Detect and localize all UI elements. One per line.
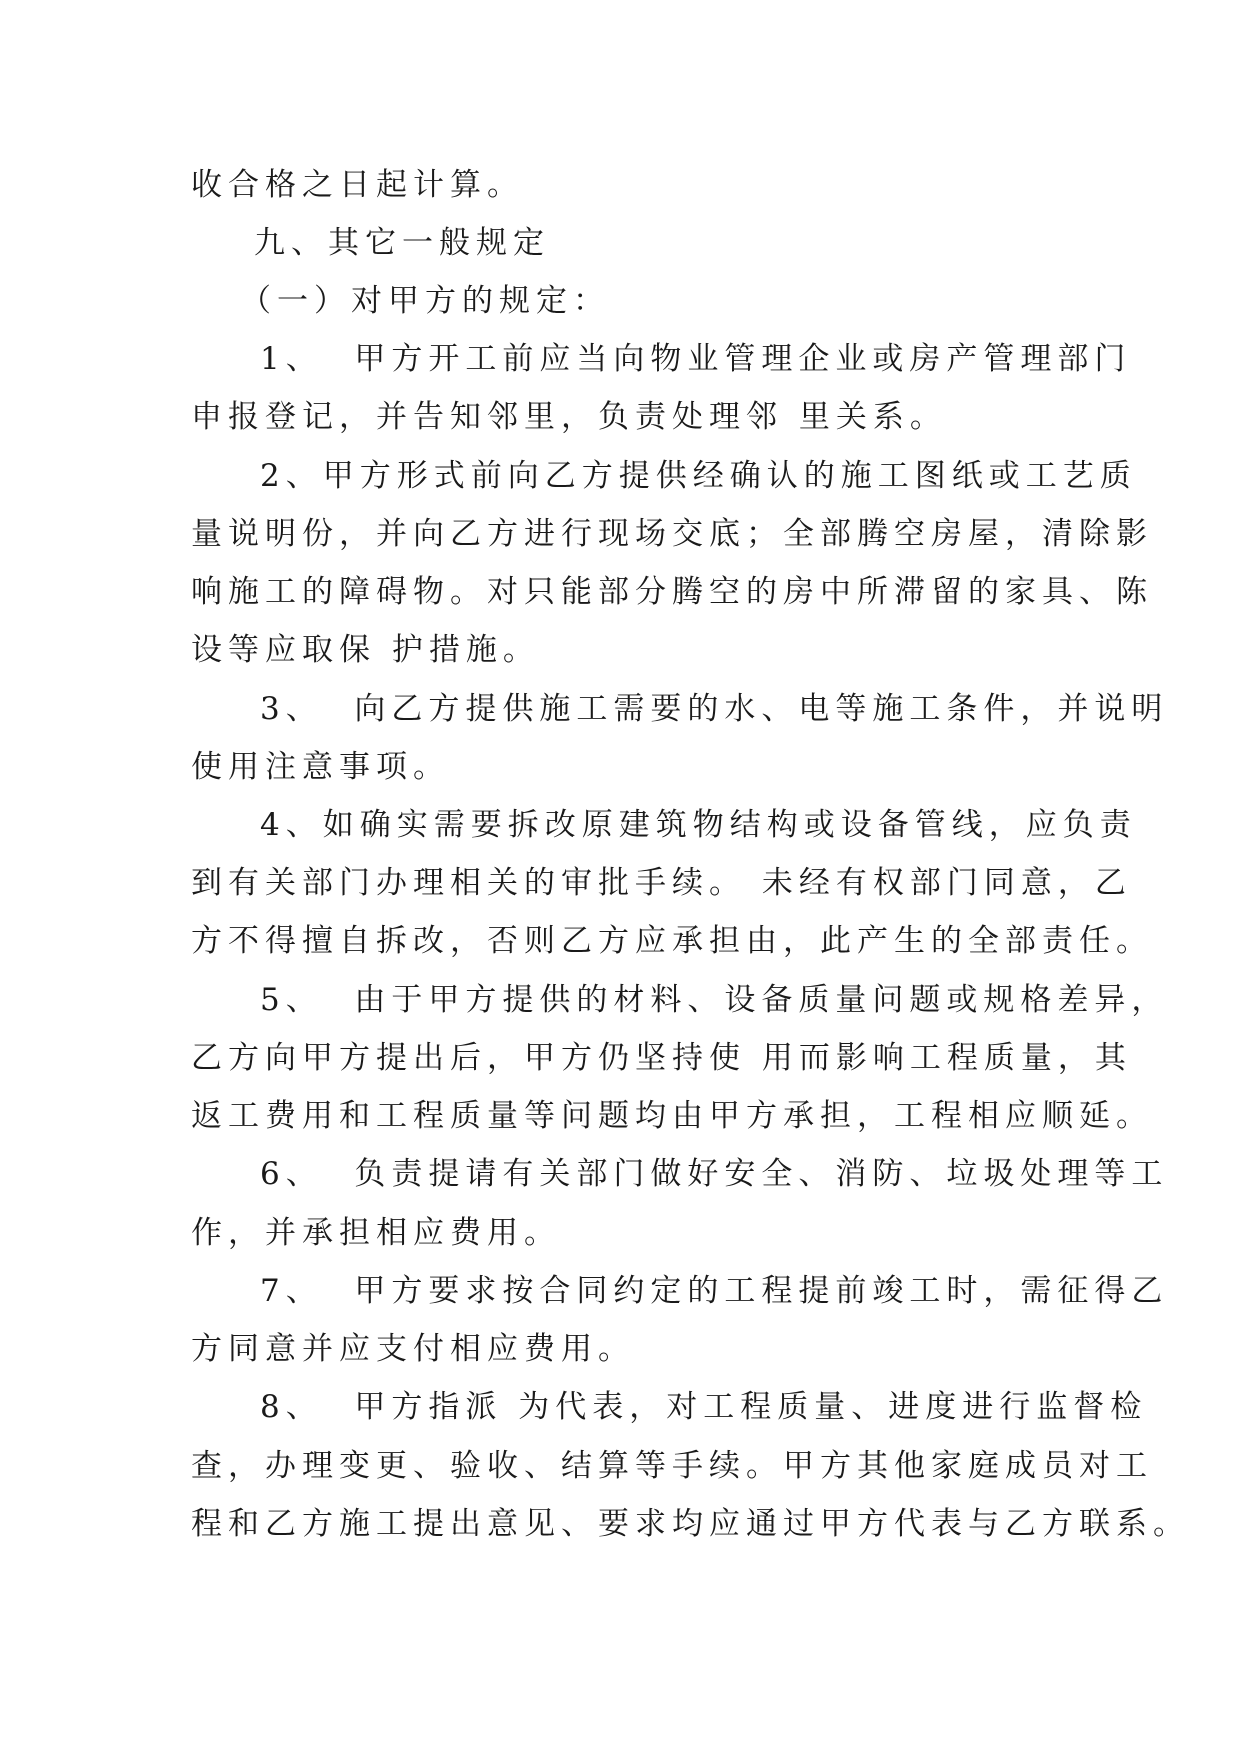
text-line: 7、 甲方要求按合同约定的工程提前竣工时，需征得乙: [260, 1273, 1169, 1309]
text-line: 乙方向甲方提出后，甲方仍坚持使 用而影响工程质量，其: [191, 1040, 1132, 1076]
text-line: 申报登记，并告知邻里，负责处理邻 里关系。: [191, 399, 947, 435]
section-heading: 九、其它一般规定: [254, 225, 550, 261]
text-line: 查，办理变更、验收、结算等手续。甲方其他家庭成员对工: [191, 1448, 1153, 1484]
text-line: 响施工的障碍物。对只能部分腾空的房中所滞留的家具、陈: [191, 574, 1153, 610]
text-line: 设等应取保 护措施。: [191, 632, 540, 668]
text-line: 方同意并应支付相应费用。: [191, 1331, 635, 1367]
text-line: 到有关部门办理相关的审批手续。 未经有权部门同意，乙: [191, 865, 1132, 901]
text-line: 作，并承担相应费用。: [191, 1215, 561, 1251]
text-line: 方不得擅自拆改，否则乙方应承担由，此产生的全部责任。: [191, 923, 1153, 959]
text-line: 收合格之日起计算。: [191, 167, 524, 203]
text-line: 2、甲方形式前向乙方提供经确认的施工图纸或工艺质: [260, 458, 1137, 494]
text-line: 1、 甲方开工前应当向物业管理企业或房产管理部门: [260, 341, 1132, 377]
text-line: 程和乙方施工提出意见、要求均应通过甲方代表与乙方联系。: [191, 1506, 1190, 1542]
text-line: 返工费用和工程质量等问题均由甲方承担，工程相应顺延。: [191, 1098, 1153, 1134]
subsection-heading: （一）对甲方的规定：: [240, 283, 610, 319]
text-line: 3、 向乙方提供施工需要的水、电等施工条件，并说明: [260, 691, 1169, 727]
text-line: 量说明份，并向乙方进行现场交底；全部腾空房屋，清除影: [191, 516, 1153, 552]
text-line: 8、 甲方指派 为代表，对工程质量、进度进行监督检: [260, 1389, 1148, 1425]
text-line: 4、如确实需要拆改原建筑物结构或设备管线，应负责: [260, 807, 1137, 843]
text-line: 5、 由于甲方提供的材料、设备质量问题或规格差异，: [260, 982, 1169, 1018]
text-line: 使用注意事项。: [191, 749, 450, 785]
text-line: 6、 负责提请有关部门做好安全、消防、垃圾处理等工: [260, 1156, 1169, 1192]
